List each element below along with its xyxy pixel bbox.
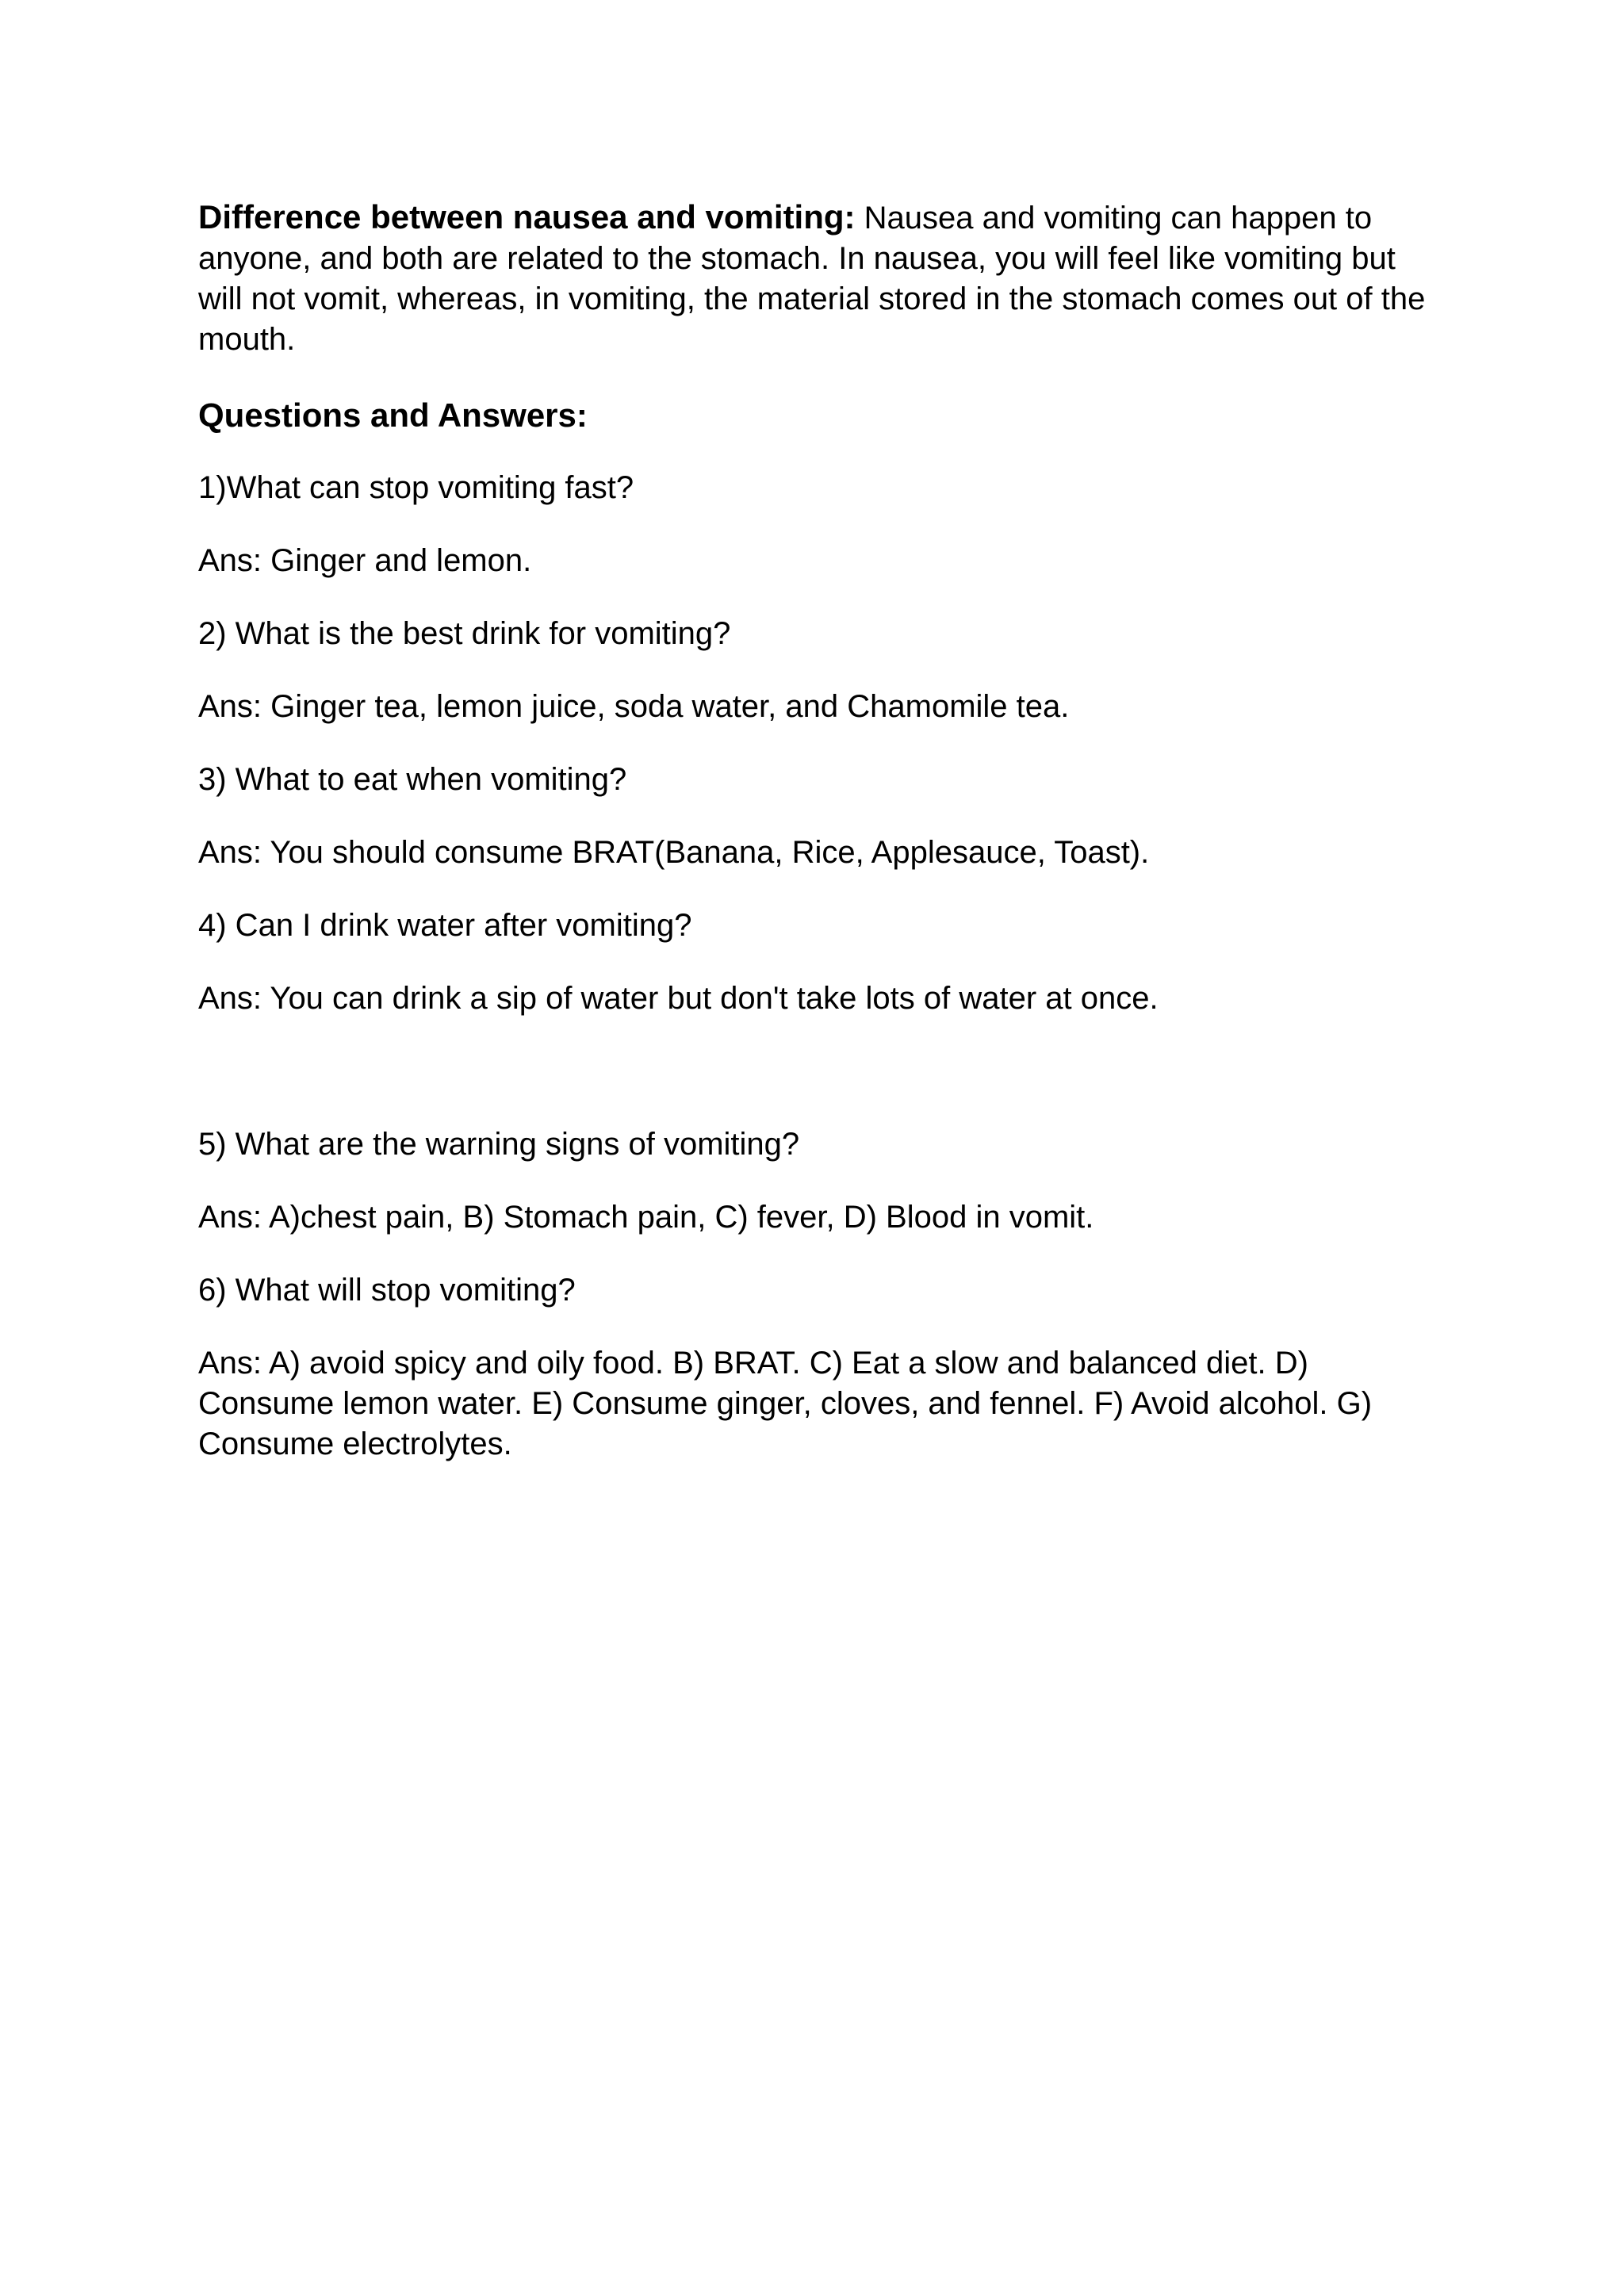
answer-2: Ans: Ginger tea, lemon juice, soda water, and Chamomile tea. (198, 689, 1070, 724)
question-4: 4) Can I drink water after vomiting? (198, 908, 692, 943)
question-3: 3) What to eat when vomiting? (198, 762, 627, 797)
answer-4: Ans: You can drink a sip of water but don't take lots of water at once. (198, 981, 1159, 1016)
document-page (198, 197, 1435, 1497)
answer-3: Ans: You should consume BRAT(Banana, Rice, Applesauce, Toast). (198, 835, 1150, 870)
question-2: 2) What is the best drink for vomiting? (198, 616, 731, 651)
answer-1: Ans: Ginger and lemon. (198, 543, 532, 578)
intro-text: Nausea and vomiting can happen to anyone, and both are related to the stomach. In nausea, you will feel like vomiting but will not vomit, whereas, in vomiting, the material stored in the stomach comes out of the mouth. (198, 201, 1426, 357)
blank-space (198, 1051, 1435, 1124)
answer-5: Ans: A)chest pain, B) Stomach pain, C) fever, D) Blood in vomit. (198, 1200, 1094, 1235)
answer-6: Ans: A) avoid spicy and oily food. B) BRAT. C) Eat a slow and balanced diet. D) Consume lemon water. E) Consume ginger, cloves, and fennel. F) Avoid alcohol. G) Consume electrolytes. (198, 1346, 1373, 1461)
question-6: 6) What will stop vomiting? (198, 1273, 576, 1308)
qa-heading: Questions and Answers: (198, 396, 588, 434)
intro-label: Difference between nausea and vomiting: (198, 198, 856, 236)
intro-paragraph (198, 197, 1435, 360)
question-1: 1)What can stop vomiting fast? (198, 470, 634, 505)
question-5: 5) What are the warning signs of vomiting? (198, 1127, 800, 1162)
